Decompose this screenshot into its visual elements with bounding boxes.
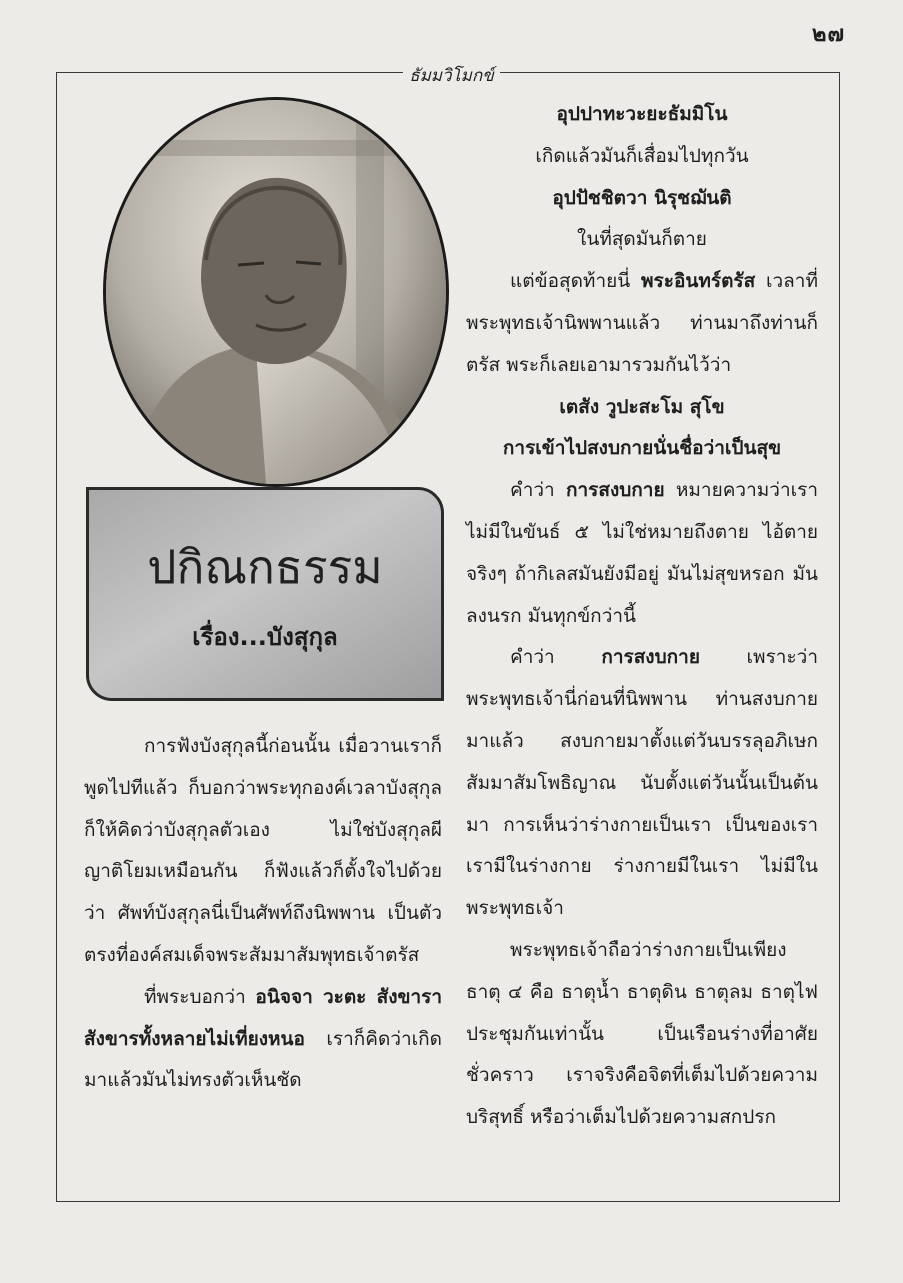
running-header-text: ธัมมวิโมกข์ [403,66,500,86]
bold-phrase: อนิจจา วะตะ สังขารา สังขารทั้งหลายไม่เที่ยงหนอ [84,985,443,1050]
section-title: ปกิณกธรรม [147,540,383,594]
paragraph: การฟังบังสุกุลนี้ก่อนนั้น เมื่อวานเราก็พูดไปทีแล้ว ก็บอกว่าพระทุกองค์เวลาบังสุกุลก็ให้คิดว่าบังสุกุลตัวเอง ไม่ใช่บังสุกุลผี ญาติโยมเหมือนกัน ก็ฟังแล้วก็ตั้งใจไปด้วยว่า ศัพท์บังสุกุลนี่เป็นศัพท์ถึงนิพพาน เป็นตัวตรงที่องค์สมเด็จพระสัมมาสัมพุทธเจ้าตรัส [84,735,442,966]
section-subtitle: เรื่อง...บังสุกุล [192,623,338,652]
paragraph: พระพุทธเจ้าถือว่าร่างกายเป็นเพียงธาตุ ๔ คือ ธาตุน้ำ ธาตุดิน ธาตุลม ธาตุไฟ ประชุมกันเท่านั้น เป็นเรือนร่างที่อาศัยชั่วคราว เราจริงคือจิตที่เต็มไปด้วยความบริสุทธิ์ หรือว่าเต็มไปด้วยความสกปรก [466,938,818,1129]
left-text-column [84,726,442,1102]
pali-verse-line [466,94,818,136]
bold-phrase: การเข้าไปสงบกายนั่นชื่อว่าเป็นสุข [502,437,782,460]
section-title-box [86,487,444,701]
paragraph [466,637,818,930]
text-run: เพราะว่าพระพุทธเจ้านี่ก่อนที่นิพพาน ท่านสงบกายมาแล้ว สงบกายมาตั้งแต่วันบรรลุอภิเษกสัมมาสัมโพธิญาณ นับตั้งแต่วันนั้นเป็นต้นมา การเห็นว่าร่างกายเป็นเรา เป็นของเรา เรามีในร่างกาย ร่างกายมีในเรา ไม่มีในพระพุทธเจ้า [466,646,818,920]
text-run: คำว่า [510,479,566,502]
pali-verse-line [466,178,818,220]
text-run: เวลาที่พระพุทธเจ้านิพพานแล้ว ท่านมาถึงท่านก็ตรัส พระก็เลยเอามารวมกันไว้ว่า [466,270,818,376]
bold-phrase: อุปปาทะวะยะธัมมิโน [556,103,728,125]
paragraph [84,977,442,1102]
text-run: หมายความว่าเราไม่มีในขันธ์ ๕ ไม่ใช่หมายถึงตาย ไอ้ตายจริงๆ ถ้ากิเลสมันยังมีอยู่ มันไม่สุขหรอก มันลงนรก มันทุกข์กว่านี้ [466,479,818,627]
paragraph [466,261,818,386]
bold-phrase: พระอินทร์ตรัส [641,270,756,293]
bold-phrase: การสงบกาย [565,479,665,502]
text-run: ที่พระบอกว่า [144,985,256,1008]
verse-translation [466,428,818,470]
text-run: คำว่า [510,646,602,669]
bold-phrase: เตสัง วูปะสะโม สุโข [559,395,725,418]
monk-portrait-photo [103,97,449,487]
paragraph [466,470,818,637]
bold-phrase: การสงบกาย [601,646,700,669]
monk-portrait-illustration [106,100,446,484]
page-number: ๒๗ [811,22,845,47]
right-text-column [466,94,818,1139]
verse-translation: ในที่สุดมันก็ตาย [577,228,707,251]
text-run: แต่ข้อสุดท้ายนี่ [510,270,642,293]
verse-translation: เกิดแล้วมันก็เสื่อมไปทุกวัน [535,144,749,167]
bold-phrase: อุปปัชชิตวา นิรุชฌันติ [552,186,732,209]
pali-verse-line [466,387,818,429]
text-run: เราก็คิดว่าเกิดมาแล้วมันไม่ทรงตัวเห็นชัด [84,1027,442,1092]
